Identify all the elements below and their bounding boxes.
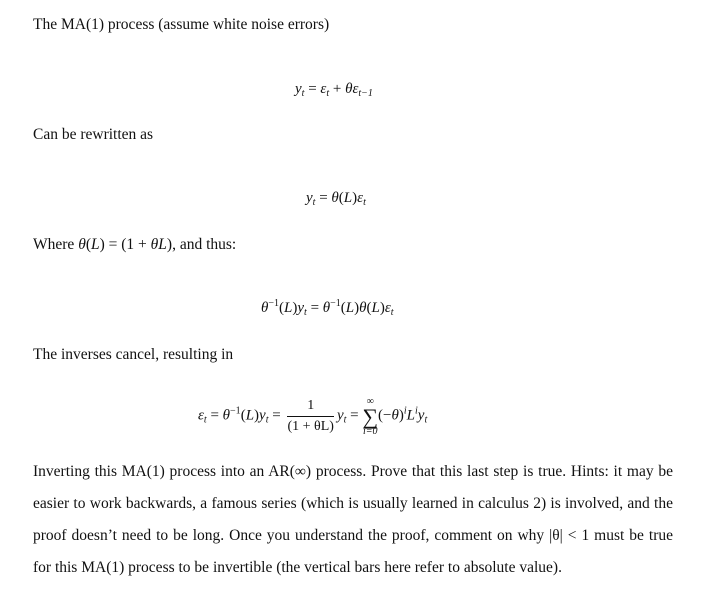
fraction-denominator: (1 + θL) — [287, 418, 334, 434]
where-inline-equation: θ(L) = (1 + θL) — [78, 236, 173, 253]
summation — [362, 397, 378, 437]
summation-lower-limit: i=0 — [362, 426, 378, 437]
where-line — [33, 235, 236, 255]
problem-paragraph: Inverting this MA(1) process into an AR(∞) process. Prove that this last step is true. Hints: it may be easier to work backwards, a famous series (which is usually learned in calculus 2) is involved, and the proof doesn’t need to be long. Once you understand the proof, comment on why |θ| < 1 must be true for this MA(1) process to be invertible (the vertical bars here refer to absolute value). — [33, 463, 673, 576]
equation-inverse: $\theta^{-1}(L)y_t = \theta^{-1}(L)\theta(L)\varepsilon_t$ — [261, 298, 394, 318]
where-suffix: , and thus: — [172, 236, 237, 253]
equation-lag-form: $y_t = \theta(L)\varepsilon_t$ — [306, 190, 366, 208]
summation-sigma: ∑ — [362, 404, 379, 429]
equation-ma1: $y_t = \varepsilon_t + \theta\varepsilon_{t-1}$ — [295, 81, 373, 99]
intro-text: The MA(1) process (assume white noise errors) — [33, 16, 330, 33]
where-prefix: Where — [33, 236, 79, 253]
fraction — [287, 398, 333, 435]
inverses-text: The inverses cancel, resulting in — [33, 346, 234, 363]
summation-upper-limit: ∞ — [366, 396, 374, 407]
rewritten-text: Can be rewritten as — [33, 126, 154, 143]
fraction-numerator: 1 — [287, 398, 333, 417]
equation-ar-infinity: $\varepsilon_t = \theta^{-1}(L)y_t$ = $\frac{1}{(1 + \theta L)}$ $y_t$ = ∞ ∑ i=0 $(-\theta)^iL^iy_t$ — [198, 396, 428, 437]
